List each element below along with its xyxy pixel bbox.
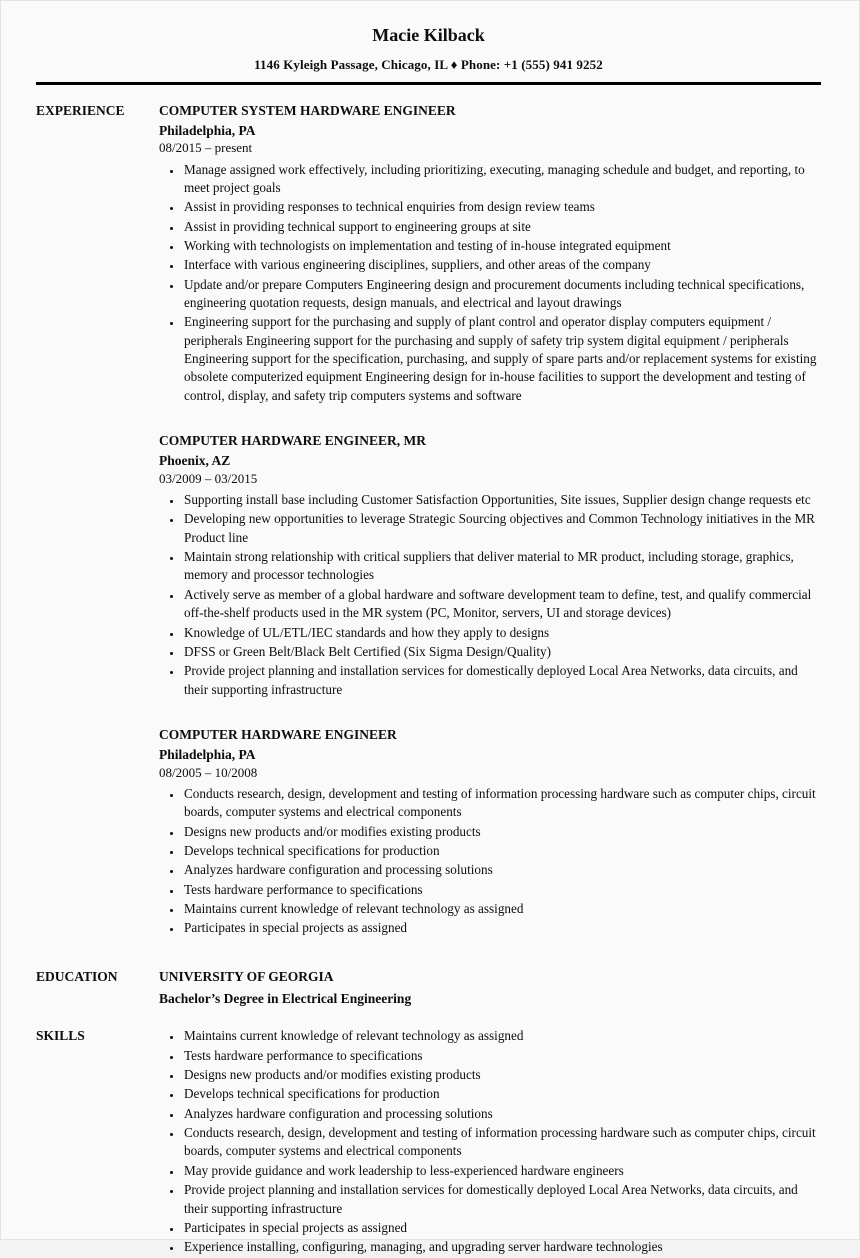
bullet-item: • Actively serve as member of a global hardware and software development team to define, test, and qualify commercial off-the-shelf products used in the MR system (PC, Monitor, servers, UI and storage devices) bbox=[182, 586, 821, 623]
skills-bullet-list bbox=[159, 1027, 821, 1256]
job-title: COMPUTER HARDWARE ENGINEER bbox=[159, 726, 397, 742]
bullet-item: • May provide guidance and work leadership to less-experienced hardware engineers bbox=[182, 1162, 821, 1180]
job-bullet-list bbox=[159, 161, 821, 405]
education-section bbox=[36, 968, 821, 1008]
job-bullet-list bbox=[159, 785, 821, 938]
skills-content bbox=[159, 1027, 821, 1257]
job-entry-2 bbox=[159, 432, 821, 699]
bullet-item: • Assist in providing technical support to engineering groups at site bbox=[182, 218, 821, 236]
bullet-item: • Tests hardware performance to specifications bbox=[182, 881, 821, 899]
bullet-item: • Develops technical specifications for production bbox=[182, 1085, 821, 1103]
job-dates: 08/2015 – present bbox=[159, 140, 253, 156]
job-dates: 08/2005 – 10/2008 bbox=[159, 764, 258, 780]
bullet-item: • Maintain strong relationship with critical suppliers that deliver material to MR product, including storage, graphics, memory and processor technologies bbox=[182, 548, 821, 585]
bullet-item: • Working with technologists on implementation and testing of in-house integrated equipment bbox=[182, 237, 821, 255]
job-title: COMPUTER HARDWARE ENGINEER, MR bbox=[159, 433, 427, 449]
bullet-item: • Manage assigned work effectively, including prioritizing, executing, managing schedule and budget, and reporting, to meet project goals bbox=[182, 161, 821, 198]
job-title: COMPUTER SYSTEM HARDWARE ENGINEER bbox=[159, 102, 456, 118]
bullet-item: • Conducts research, design, development and testing of information processing hardware such as computer chips, circuit boards, computer systems and electrical components bbox=[182, 1124, 821, 1161]
bullet-item: • Knowledge of UL/ETL/IEC standards and how they apply to designs bbox=[182, 624, 821, 642]
bullet-item: • Assist in providing responses to technical enquiries from design review teams bbox=[182, 198, 821, 216]
bullet-item: • Engineering support for the purchasing and supply of plant control and operator display computers equipment / peripherals Engineering support for the purchasing and supply of safety trip system digital equipment / peripherals Engineering support for the specification, purchasing, and supply of spare parts and/or replacement systems for existing obsolete computerized equipment Engineering design for in-house facilities to support the development and testing of control, display, and safety trip computers systems and software bbox=[182, 313, 821, 405]
bullet-item: • Designs new products and/or modifies existing products bbox=[182, 1066, 821, 1084]
job-location: Philadelphia, PA bbox=[159, 747, 256, 763]
experience-content bbox=[159, 102, 821, 939]
bullet-item: • Provide project planning and installation services for domestically deployed Local Area Networks, data circuits, and their supporting infrastructure bbox=[182, 1181, 821, 1218]
education-content bbox=[159, 968, 821, 1008]
bullet-item: • Conducts research, design, development and testing of information processing hardware such as computer chips, circuit boards, computer systems and electrical components bbox=[182, 785, 821, 822]
bullet-item: • Tests hardware performance to specifications bbox=[182, 1047, 821, 1065]
bullet-item: • Interface with various engineering disciplines, suppliers, and other areas of the company bbox=[182, 256, 821, 274]
bullet-item: • Participates in special projects as assigned bbox=[182, 1219, 821, 1237]
job-location: Phoenix, AZ bbox=[159, 453, 231, 469]
section-label-experience: EXPERIENCE bbox=[36, 102, 125, 118]
section-label-skills: SKILLS bbox=[36, 1028, 85, 1044]
experience-section bbox=[36, 102, 821, 939]
bullet-item: • Experience installing, configuring, managing, and upgrading server hardware technologies bbox=[182, 1238, 821, 1256]
bullet-item: • Supporting install base including Customer Satisfaction Opportunities, Site issues, Supplier design change requests etc bbox=[182, 491, 821, 509]
bullet-item: • Analyzes hardware configuration and processing solutions bbox=[182, 1105, 821, 1123]
header-divider bbox=[36, 82, 821, 85]
degree-name: Bachelor’s Degree in Electrical Engineering bbox=[159, 990, 412, 1006]
page-title: Macie Kilback bbox=[372, 25, 485, 45]
bullet-item: • Maintains current knowledge of relevant technology as assigned bbox=[182, 1027, 821, 1045]
contact-line: 1146 Kyleigh Passage, Chicago, IL ♦ Phone: +1 (555) 941 9252 bbox=[254, 56, 603, 72]
resume-header bbox=[36, 25, 821, 85]
job-entry-1 bbox=[159, 102, 821, 405]
bullet-item: • Designs new products and/or modifies existing products bbox=[182, 823, 821, 841]
bullet-item: • Maintains current knowledge of relevant technology as assigned bbox=[182, 900, 821, 918]
job-dates: 03/2009 – 03/2015 bbox=[159, 470, 258, 486]
bullet-item: • Provide project planning and installation services for domestically deployed Local Area Networks, data circuits, and their supporting infrastructure bbox=[182, 662, 821, 699]
job-location: Philadelphia, PA bbox=[159, 122, 256, 138]
bullet-item: • Participates in special projects as assigned bbox=[182, 919, 821, 937]
bullet-item: • Update and/or prepare Computers Engineering design and procurement documents including technical specifications, engineering quotation requests, design manuals, and electrical and layout drawings bbox=[182, 276, 821, 313]
bullet-item: • Develops technical specifications for production bbox=[182, 842, 821, 860]
job-entry-3 bbox=[159, 726, 821, 938]
bullet-item: • Developing new opportunities to leverage Strategic Sourcing objectives and Common Technology initiatives in the MR Product line bbox=[182, 510, 821, 547]
school-name: UNIVERSITY OF GEORGIA bbox=[159, 968, 334, 984]
section-label-education: EDUCATION bbox=[36, 968, 118, 984]
bullet-item: • DFSS or Green Belt/Black Belt Certified (Six Sigma Design/Quality) bbox=[182, 643, 821, 661]
job-bullet-list bbox=[159, 491, 821, 699]
skills-section bbox=[36, 1027, 821, 1257]
bullet-item: • Analyzes hardware configuration and processing solutions bbox=[182, 861, 821, 879]
